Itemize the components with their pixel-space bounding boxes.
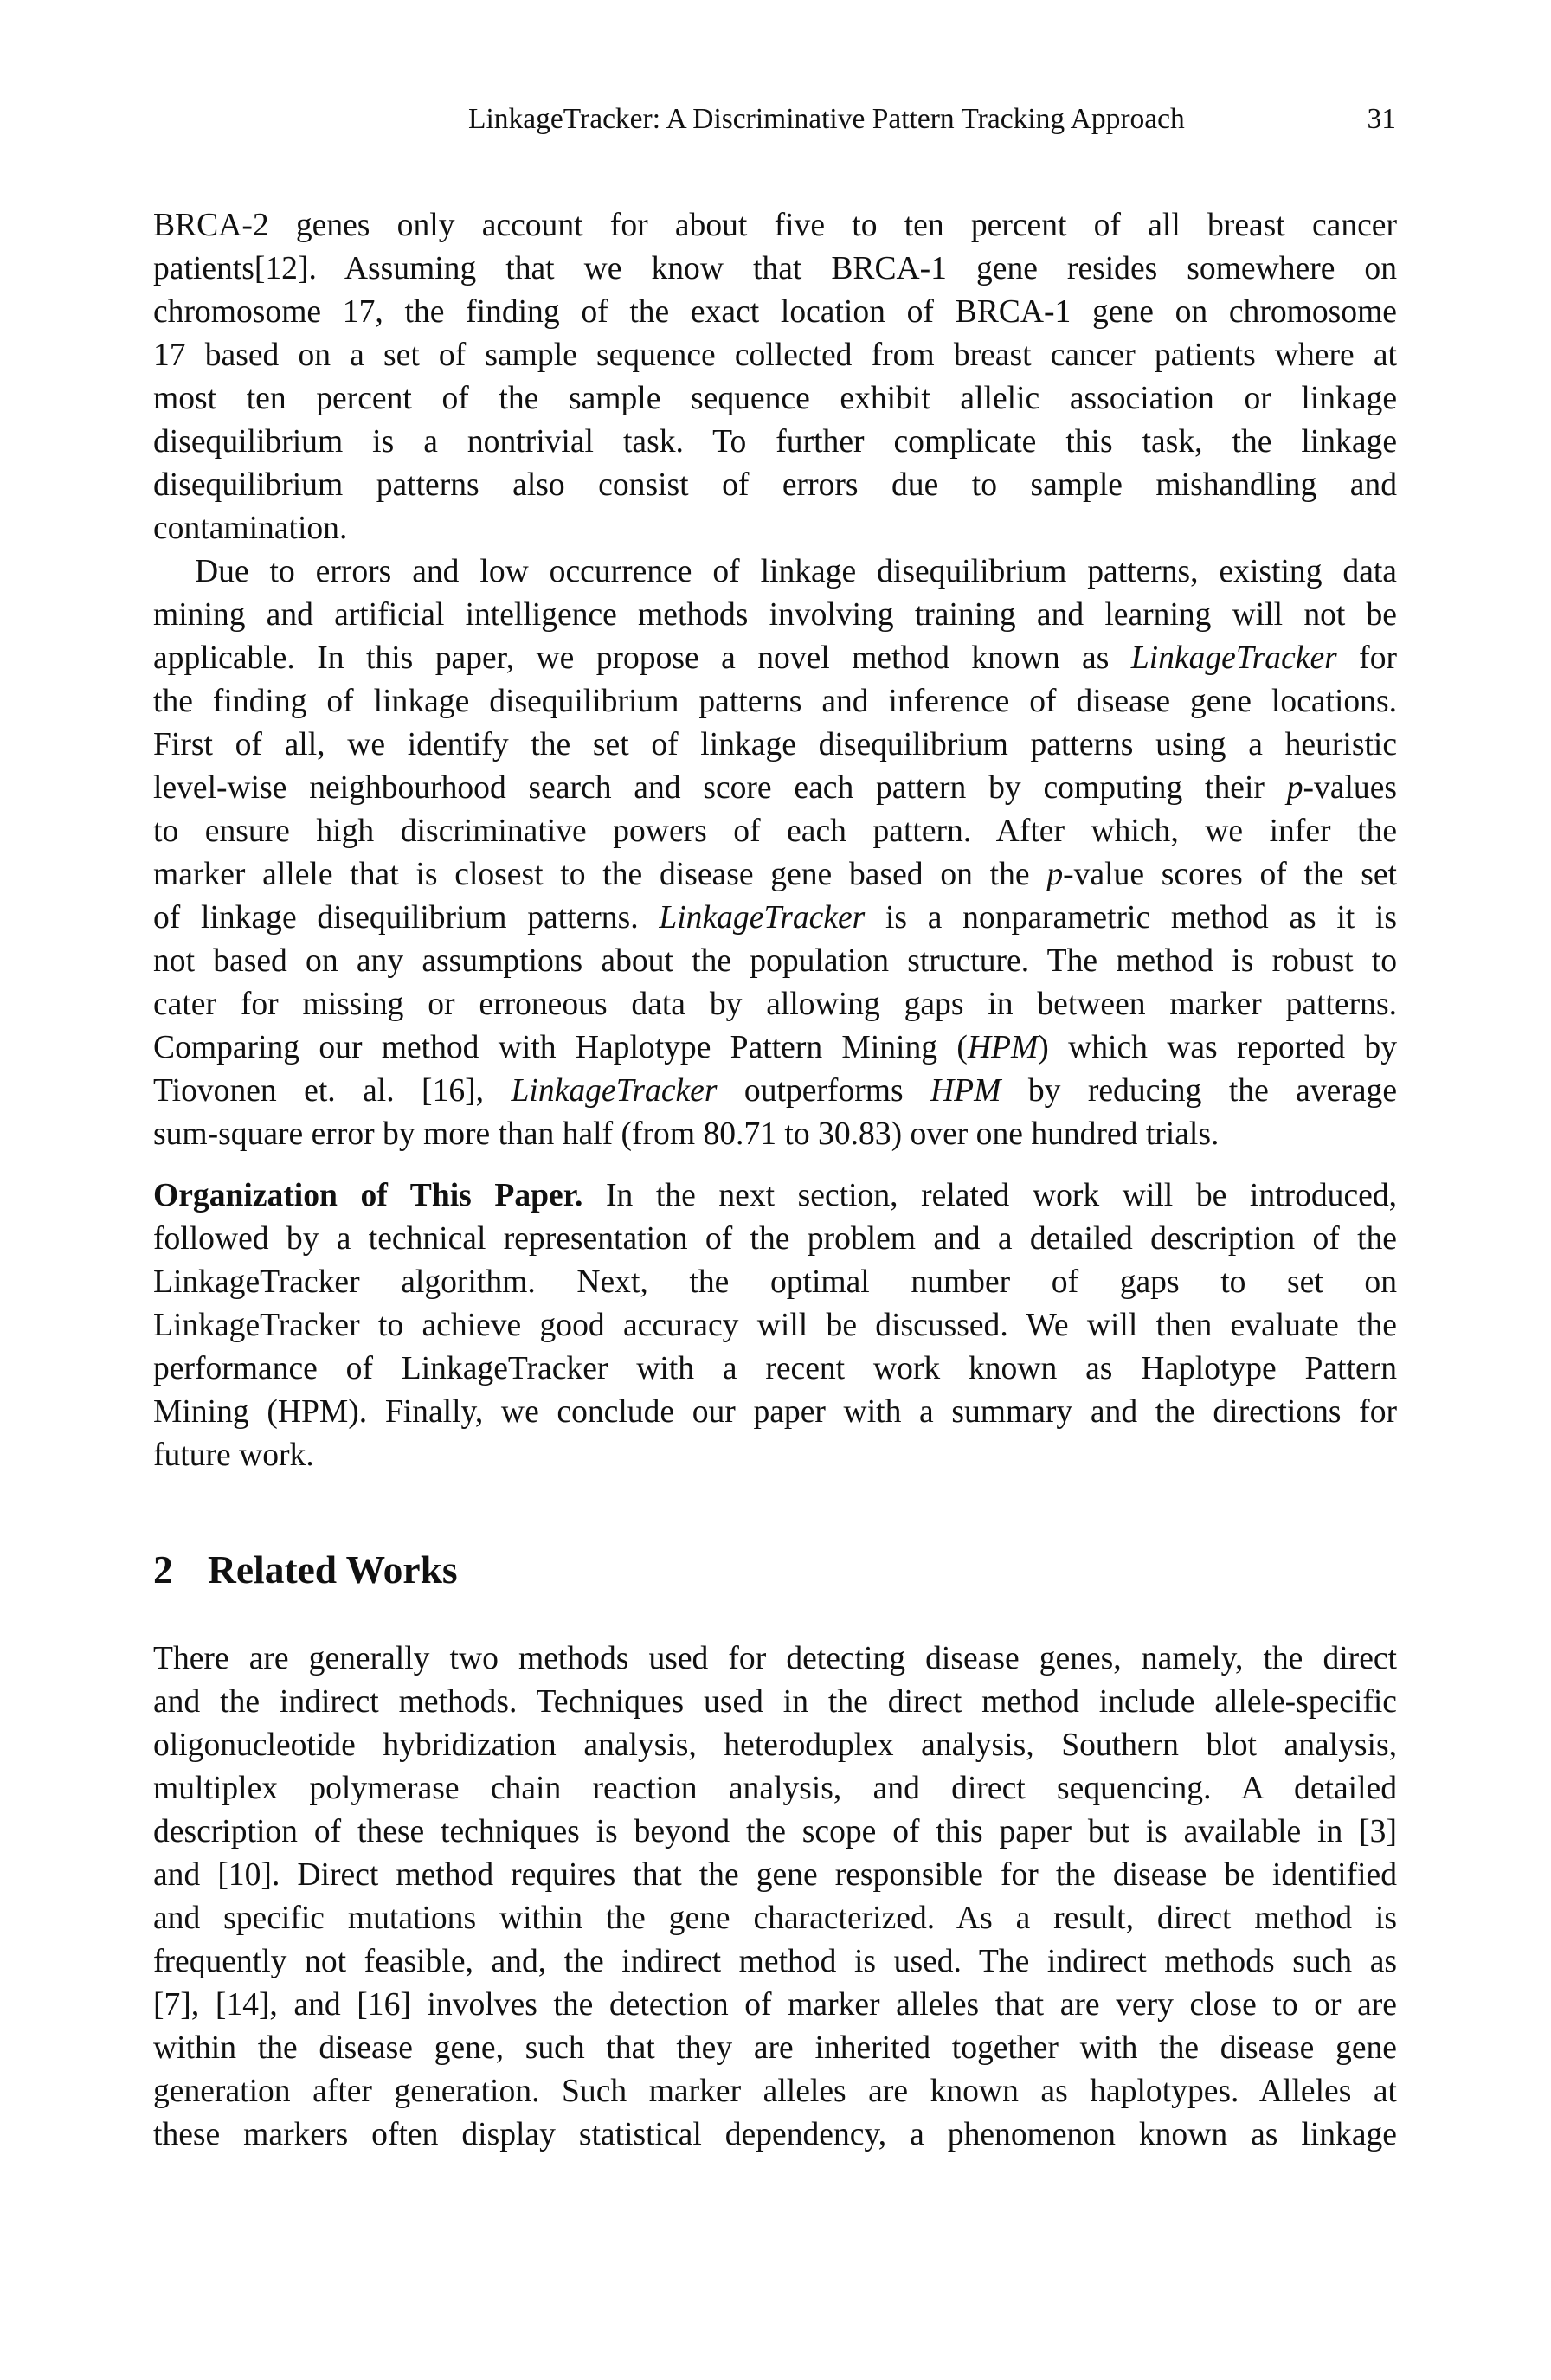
text-run: most ten percent of the sample sequence exhibit allelic association or linkage (153, 381, 1397, 416)
text-run: the finding of linkage disequilibrium patterns and inference of disease gene locations. (153, 684, 1397, 719)
italic-text: HPM (930, 1073, 1001, 1109)
text-run: within the disease gene, such that they are inherited together with the disease gene (153, 2030, 1397, 2066)
text-line (153, 1637, 1397, 1681)
text-line (153, 550, 1397, 594)
running-head (0, 102, 1551, 137)
text-line (153, 1348, 1397, 1391)
text-run: and [10]. Direct method requires that the gene responsible for the disease be identified (153, 1857, 1397, 1893)
text-run: -values (1303, 770, 1397, 806)
section-number: 2 (153, 1547, 173, 1592)
text-run: LinkageTracker to achieve good accuracy will be discussed. We will then evaluate the (153, 1308, 1397, 1343)
text-line (153, 767, 1397, 810)
text-run: ) which was reported by (1038, 1030, 1397, 1065)
text-run: sum-square error by more than half (from 80.71 to 30.83) over one hundred trials. (153, 1116, 1220, 1152)
text-run: performance of LinkageTracker with a recent work known as Haplotype Pattern (153, 1351, 1397, 1386)
text-line (153, 1811, 1397, 1854)
text-line (153, 507, 1397, 550)
text-run: and specific mutations within the gene characterized. As a result, direct method is (153, 1901, 1397, 1936)
text-line (153, 2027, 1397, 2070)
text-run: LinkageTracker algorithm. Next, the optimal number of gaps to set on (153, 1264, 1397, 1300)
text-line (153, 594, 1397, 637)
text-line (153, 204, 1397, 248)
section-title: Related Works (208, 1547, 458, 1592)
section-heading (153, 1546, 458, 1594)
text-line (153, 1261, 1397, 1304)
text-run: of linkage disequilibrium patterns. (153, 900, 660, 936)
organization-paragraph (153, 1174, 1397, 1477)
text-line (153, 464, 1397, 507)
text-line (153, 1304, 1397, 1348)
page-number: 31 (1367, 103, 1396, 135)
italic-text: LinkageTracker (659, 900, 866, 936)
bold-run-in-heading: Organization of This Paper. (153, 1178, 583, 1213)
italic-text: LinkageTracker (511, 1073, 718, 1109)
text-line (153, 810, 1397, 853)
text-run: -value scores of the set (1063, 857, 1397, 892)
text-line (153, 291, 1397, 334)
text-run: not based on any assumptions about the population structure. The method is robust to (153, 943, 1397, 979)
text-line (153, 2113, 1397, 2157)
text-line (153, 421, 1397, 464)
text-line (153, 1724, 1397, 1767)
text-line (153, 1391, 1397, 1434)
text-run: future work. (153, 1438, 314, 1473)
text-run: Comparing our method with Haplotype Pattern Mining ( (153, 1030, 968, 1065)
text-run: contamination. (153, 511, 348, 546)
text-run: marker allele that is closest to the disease gene based on the (153, 857, 1047, 892)
text-run: 17 based on a set of sample sequence collected from breast cancer patients where at (153, 338, 1397, 373)
text-line (153, 248, 1397, 291)
text-run: outperforms (717, 1073, 931, 1109)
text-line (153, 940, 1397, 983)
text-run: Mining (HPM). Finally, we conclude our paper with a summary and the directions for (153, 1394, 1397, 1430)
text-line (153, 897, 1397, 940)
text-line (153, 983, 1397, 1026)
text-run: and the indirect methods. Techniques used in the direct method include allele-specific (153, 1684, 1397, 1720)
text-run: In the next section, related work will be introduced, (582, 1178, 1398, 1213)
text-run: Due to errors and low occurrence of linkage disequilibrium patterns, existing data (195, 554, 1397, 589)
text-line (153, 334, 1397, 377)
text-run: multiplex polymerase chain reaction analysis, and direct sequencing. A detailed (153, 1771, 1397, 1806)
text-run: followed by a technical representation of the problem and a detailed description of the (153, 1221, 1397, 1257)
text-line (153, 853, 1397, 897)
text-run: by reducing the average (1001, 1073, 1397, 1109)
text-line (153, 377, 1397, 421)
text-run: level-wise neighbourhood search and score each pattern by computing their (153, 770, 1287, 806)
text-run: First of all, we identify the set of linkage disequilibrium patterns using a heuristic (153, 727, 1397, 762)
text-line (153, 1218, 1397, 1261)
related-works-paragraph (153, 1637, 1397, 2157)
text-line (153, 1984, 1397, 2027)
text-line (153, 1026, 1397, 1070)
text-line (153, 724, 1397, 767)
text-run: [7], [14], and [16] involves the detection of marker alleles that are very close to or are (153, 1987, 1397, 2023)
text-line (153, 2070, 1397, 2113)
italic-text: HPM (967, 1030, 1039, 1065)
text-line (153, 1434, 1397, 1477)
text-run: patients[12]. Assuming that we know that BRCA-1 gene resides somewhere on (153, 251, 1397, 286)
text-run: description of these techniques is beyond the scope of this paper but is available in [3] (153, 1814, 1397, 1849)
text-run: to ensure high discriminative powers of each pattern. After which, we infer the (153, 814, 1397, 849)
text-run: mining and artificial intelligence methods involving training and learning will not be (153, 597, 1397, 633)
text-line (153, 1113, 1397, 1156)
text-line (153, 1070, 1397, 1113)
running-title: LinkageTracker: A Discriminative Pattern Tracking Approach (468, 103, 1185, 135)
text-line (153, 1174, 1397, 1218)
text-line (153, 1681, 1397, 1724)
text-run: Tiovonen et. al. [16], (153, 1073, 512, 1109)
text-line (153, 1854, 1397, 1897)
text-run: disequilibrium is a nontrivial task. To further complicate this task, the linkage (153, 424, 1397, 460)
intro-paragraphs (153, 204, 1397, 1156)
italic-text: p (1046, 857, 1064, 892)
text-run: There are generally two methods used for detecting disease genes, namely, the direct (153, 1641, 1397, 1676)
text-run: BRCA-2 genes only account for about five to ten percent of all breast cancer (153, 208, 1397, 243)
text-run: is a nonparametric method as it is (865, 900, 1397, 936)
text-line (153, 637, 1397, 680)
text-run: oligonucleotide hybridization analysis, heteroduplex analysis, Southern blot analysis, (153, 1727, 1397, 1763)
text-run: for (1336, 640, 1398, 676)
text-line (153, 1767, 1397, 1811)
text-line (153, 1897, 1397, 1940)
text-line (153, 1940, 1397, 1984)
italic-text: LinkageTracker (1130, 640, 1337, 676)
text-run: these markers often display statistical dependency, a phenomenon known as linkage (153, 2117, 1397, 2152)
text-run: chromosome 17, the finding of the exact location of BRCA-1 gene on chromosome (153, 294, 1397, 330)
text-run: disequilibrium patterns also consist of errors due to sample mishandling and (153, 467, 1397, 503)
text-run: cater for missing or erroneous data by allowing gaps in between marker patterns. (153, 987, 1397, 1022)
text-run: generation after generation. Such marker alleles are known as haplotypes. Alleles at (153, 2074, 1397, 2109)
text-line (153, 680, 1397, 724)
text-run: frequently not feasible, and, the indirect method is used. The indirect methods such as (153, 1944, 1397, 1979)
text-run: applicable. In this paper, we propose a novel method known as (153, 640, 1131, 676)
italic-text: p (1286, 770, 1303, 806)
